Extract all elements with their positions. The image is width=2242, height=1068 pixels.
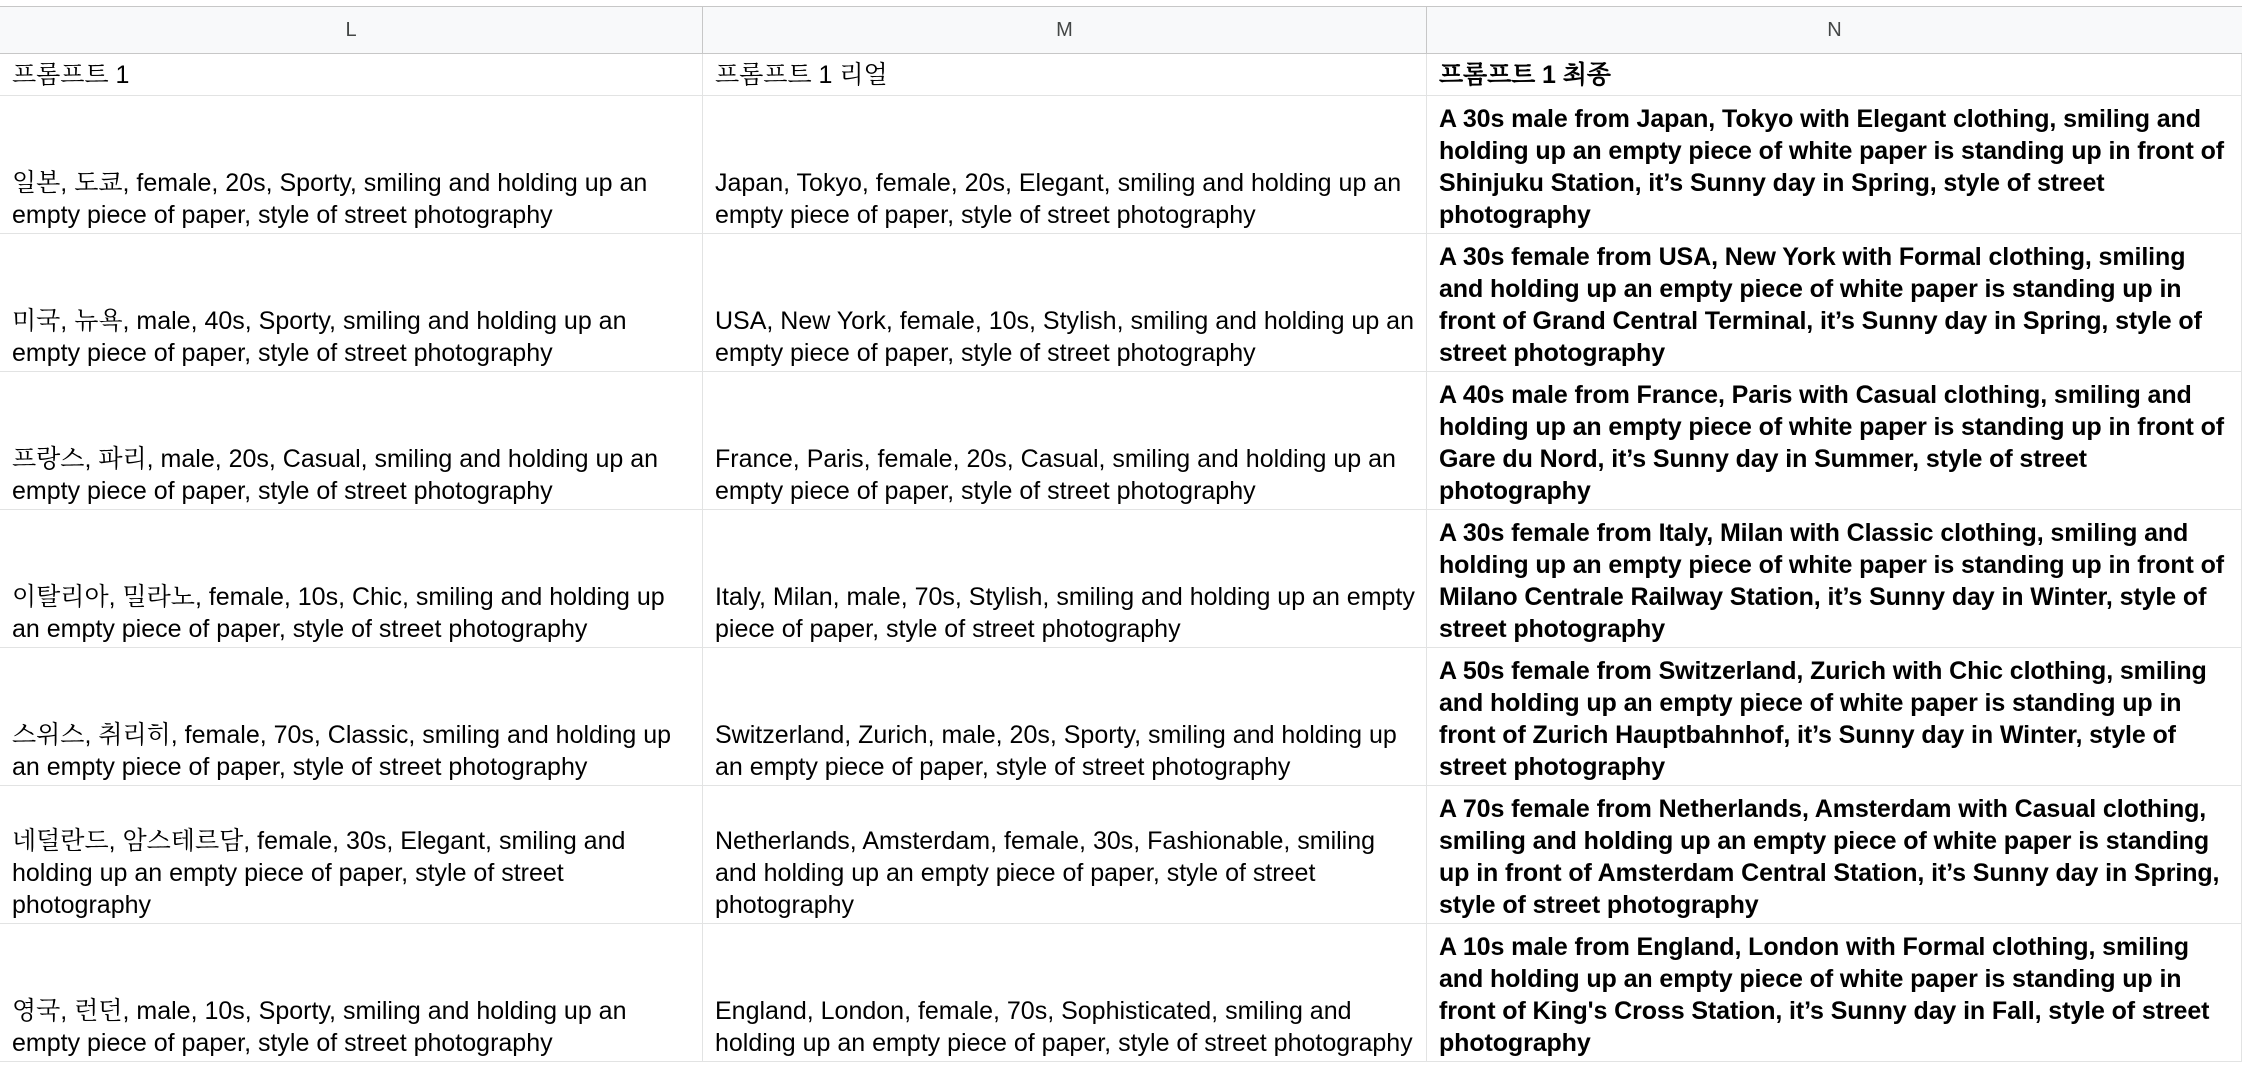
cell[interactable]	[0, 510, 703, 647]
cell-text: England, London, female, 70s, Sophisticated, smiling and holding up an empty piece of paper, style of street photography	[715, 997, 1413, 1057]
cell[interactable]	[1427, 372, 2242, 509]
cell[interactable]	[1427, 648, 2242, 785]
table-row	[0, 96, 2242, 234]
cell[interactable]	[0, 96, 703, 233]
cell[interactable]	[703, 510, 1427, 647]
cell[interactable]	[703, 924, 1427, 1061]
cell[interactable]	[1427, 234, 2242, 371]
cell[interactable]	[1427, 96, 2242, 233]
cell[interactable]	[1427, 54, 2242, 95]
cell-text: Netherlands, Amsterdam, female, 30s, Fashionable, smiling and holding up an empty piece of paper, style of street photography	[715, 827, 1376, 919]
cell[interactable]	[0, 648, 703, 785]
cell-text: A 30s female from Italy, Milan with Classic clothing, smiling and holding up an empty piece of white paper is standing up in front of Milano Centrale Railway Station, it’s Sunny day in Winter, style of street photography	[1439, 519, 2224, 643]
cell-text: 프랑스, 파리, male, 20s, Casual, smiling and holding up an empty piece of paper, style of street photography	[12, 445, 659, 505]
cell-text: Switzerland, Zurich, male, 20s, Sporty, smiling and holding up an empty piece of paper, style of street photography	[715, 721, 1397, 781]
cell-text: 프롬프트 1	[12, 60, 130, 89]
cell-text: A 30s male from Japan, Tokyo with Elegant clothing, smiling and holding up an empty piece of white paper is standing up in front of Shinjuku Station, it’s Sunny day in Spring, style of street photography	[1439, 105, 2224, 229]
cell-text: Japan, Tokyo, female, 20s, Elegant, smiling and holding up an empty piece of paper, style of street photography	[715, 169, 1402, 229]
cell-text: 프롬프트 1 최종	[1439, 60, 1611, 89]
table-row	[0, 786, 2242, 924]
table-row	[0, 372, 2242, 510]
column-header-l[interactable]: L	[0, 7, 703, 53]
cell-text: 스위스, 취리히, female, 70s, Classic, smiling and holding up an empty piece of paper, style of street photography	[12, 721, 672, 781]
cell[interactable]	[0, 372, 703, 509]
cell-text: A 70s female from Netherlands, Amsterdam with Casual clothing, smiling and holding up an empty piece of white paper is standing up in front of Amsterdam Central Station, it’s Sunny day in Spring, style of street photography	[1439, 795, 2220, 919]
cell-text: USA, New York, female, 10s, Stylish, smiling and holding up an empty piece of paper, style of street photography	[715, 307, 1414, 367]
column-header-n[interactable]: N	[1827, 19, 1842, 41]
cell-text: A 40s male from France, Paris with Casual clothing, smiling and holding up an empty piece of white paper is standing up in front of Gare du Nord, it’s Sunny day in Summer, style of street photography	[1439, 381, 2224, 505]
cell-text: 프롬프트 1 리얼	[715, 60, 888, 89]
cell-text: 네덜란드, 암스테르담, female, 30s, Elegant, smiling and holding up an empty piece of paper, style of street photography	[12, 827, 626, 919]
table-row	[0, 648, 2242, 786]
cell-text: Italy, Milan, male, 70s, Stylish, smiling and holding up an empty piece of paper, style of street photography	[715, 583, 1415, 643]
cell[interactable]	[1427, 924, 2242, 1061]
column-header-row	[0, 6, 2242, 54]
cell-text: A 10s male from England, London with Formal clothing, smiling and holding up an empty piece of white paper is standing up in front of King's Cross Station, it’s Sunny day in Fall, style of street photography	[1439, 933, 2210, 1057]
cell[interactable]	[703, 54, 1427, 95]
cell[interactable]	[1427, 510, 2242, 647]
cell-text: France, Paris, female, 20s, Casual, smiling and holding up an empty piece of paper, style of street photography	[715, 445, 1396, 505]
column-header-m[interactable]: M	[703, 7, 1427, 53]
cell[interactable]	[0, 924, 703, 1061]
cell[interactable]	[0, 234, 703, 371]
cell-text: A 30s female from USA, New York with Formal clothing, smiling and holding up an empty piece of white paper is standing up in front of Grand Central Terminal, it’s Sunny day in Spring, style of street photography	[1439, 243, 2202, 367]
cell[interactable]	[1427, 786, 2242, 923]
cell-text: 영국, 런던, male, 10s, Sporty, smiling and holding up an empty piece of paper, style of street photography	[12, 997, 627, 1057]
cell[interactable]	[703, 786, 1427, 923]
cell-text: 미국, 뉴욕, male, 40s, Sporty, smiling and holding up an empty piece of paper, style of street photography	[12, 307, 627, 367]
cell[interactable]	[703, 372, 1427, 509]
table-row	[0, 924, 2242, 1062]
cell-text: A 50s female from Switzerland, Zurich with Chic clothing, smiling and holding up an empty piece of white paper is standing up in front of Zurich Hauptbahnhof, it’s Sunny day in Winter, style of street photography	[1439, 657, 2207, 781]
cell-text: 일본, 도쿄, female, 20s, Sporty, smiling and holding up an empty piece of paper, style of street photography	[12, 169, 648, 229]
cell-text: 이탈리아, 밀라노, female, 10s, Chic, smiling and holding up an empty piece of paper, style of street photography	[12, 583, 665, 643]
cell[interactable]	[0, 54, 703, 95]
cell[interactable]	[0, 786, 703, 923]
cell[interactable]	[703, 648, 1427, 785]
cell[interactable]	[703, 234, 1427, 371]
table-row	[0, 510, 2242, 648]
table-row	[0, 54, 2242, 96]
table-row	[0, 234, 2242, 372]
cell[interactable]	[703, 96, 1427, 233]
